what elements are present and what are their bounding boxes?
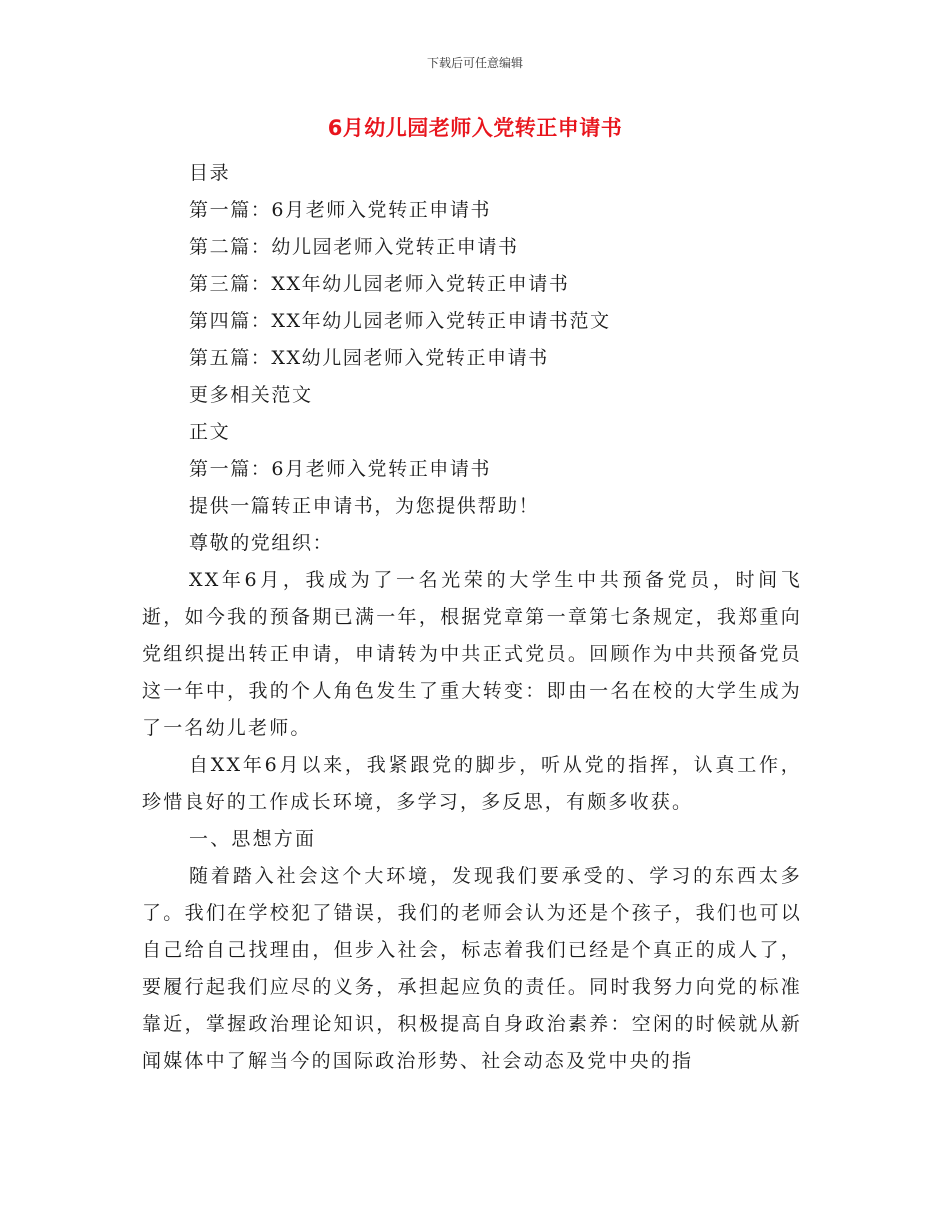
body-heading: 正文 [189,421,231,443]
body-paragraph: 随着踏入社会这个大环境，发现我们要承受的、学习的东西太多了。我们在学校犯了错误，我们的老师会认为还是个孩子，我们也可以自己给自己找理由，但步入社会，标志着我们已经是个真正的成人了，要履行起我们应尽的义务，承担起应负的责任。同时我努力向党的标准靠近，掌握政治理论知识，积极提高自身政治素养：空闲的时候就从新闻媒体中了解当今的国际政治形势、社会动态及党中央的指 [142,865,802,1072]
body-paragraph: 自XX年6月以来，我紧跟党的脚步，听从党的指挥，认真工作，珍惜良好的工作成长环境，多学习，多反思，有颇多收获。 [142,754,802,813]
article-title: 第一篇：6月老师入党转正申请书 [189,458,492,480]
section-heading: 一、思想方面 [189,828,317,850]
toc-item: 第一篇：6月老师入党转正申请书 [189,199,492,221]
document-title: 6月幼儿园老师入党转正申请书 [327,116,623,140]
toc-heading: 目录 [189,162,231,184]
more-related-heading: 更多相关范文 [189,384,313,406]
toc-item: 第二篇：幼儿园老师入党转正申请书 [189,236,519,258]
toc-item: 第四篇：XX年幼儿园老师入党转正申请书范文 [189,310,611,332]
toc-item: 第三篇：XX年幼儿园老师入党转正申请书 [189,273,570,295]
intro-line: 提供一篇转正申请书，为您提供帮助！ [189,495,540,517]
page-header-note: 下载后可任意编辑 [426,56,523,70]
toc-item: 第五篇：XX幼儿园老师入党转正申请书 [189,347,549,369]
salutation: 尊敬的党组织： [189,532,334,554]
body-paragraph: XX年6月，我成为了一名光荣的大学生中共预备党员，时间飞逝，如今我的预备期已满一年，根据党章第一章第七条规定，我郑重向党组织提出转正申请，申请转为中共正式党员。回顾作为中共预备党员这一年中，我的个人角色发生了重大转变：即由一名在校的大学生成为了一名幼儿老师。 [142,569,802,739]
document-body [142,155,802,1080]
